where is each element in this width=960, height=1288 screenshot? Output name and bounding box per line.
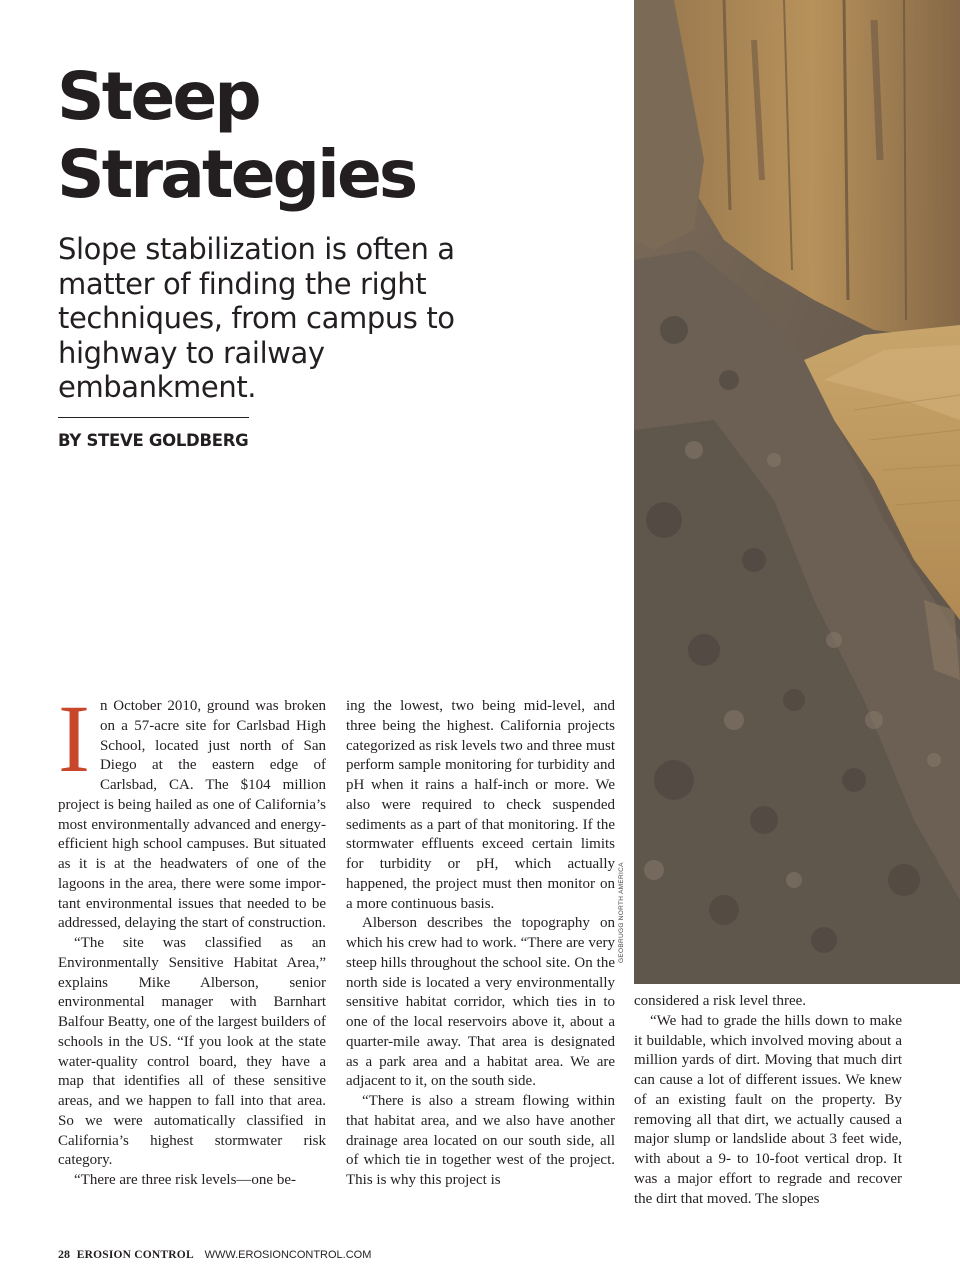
- magazine-name: EROSION CONTROL: [76, 1249, 194, 1261]
- paragraph-text: n October 2010, ground was broken on a 57-acre site for Carlsbad High School, located just north of San Diego at the eastern edge of Carlsbad, CA. The $104 million project is being hailed as one of California’s most environmentally advanced and energy-efficient high school campuses. But situated as it is at the headwaters of one of the lagoons in the area, there were some important environmental issues that needed to be addressed, delaying the start of construction.: [58, 698, 326, 932]
- article-paragraph: “There are three risk levels—one be-: [74, 1172, 296, 1188]
- deck: Slope stabilization is often a matter of finding the right techniques, from campus to highway to railway embankment.: [58, 232, 455, 404]
- article-column-3: [634, 992, 902, 1209]
- article-column-1: [58, 685, 326, 1191]
- article-paragraph: ing the lowest, two being mid-level, and three being the highest. California projects categorized as risk levels two and three must perform sample monitoring for turbidity and pH when it rains a half-inch or more. We also were required to check suspended sediments as a part of that monitoring. If the stormwater effluents exceed certain limits for turbidity or pH, which actually happened, the project must then monitor on a more continuous basis.: [346, 698, 615, 912]
- article-paragraph: “The site was classified as an Environmentally Sensitive Habitat Area,” explains Mike Alberson, senior environmental manager with Barnhart Balfour Beatty, one of the largest builders of schools in the US. “If you look at the state water-quality control board, they have a map that identifies all of these sensitive areas, and we happen to fall into that area. So we were automatically classified in California’s highest stormwater risk category.: [58, 935, 326, 1169]
- page-number: 28: [58, 1247, 70, 1261]
- article-column-2: [346, 697, 615, 1191]
- cliff-photo: [634, 0, 960, 984]
- website-link[interactable]: WWW.EROSIONCONTROL.COM: [204, 1249, 372, 1261]
- article-paragraph: “There is also a stream flowing within that habitat area, and we also have another drainage area located on our south side, all of which tie in together west of the project. This is why this project is: [346, 1093, 615, 1188]
- headline: [57, 58, 415, 214]
- byline: BY STEVE GOLDBERG: [58, 431, 249, 450]
- headline-line-2: Strategies: [57, 136, 416, 213]
- cliff-photo-art: [634, 0, 960, 984]
- headline-line-1: Steep: [57, 58, 259, 135]
- article-paragraph: “We had to grade the hills down to make it buildable, which involved moving about a million yards of dirt. Moving that much dirt can cause a lot of different issues. We knew of an existing fault on the property. By removing all that dirt, we actually caused a major slump or landslide about 3 feet wide, with about a 9- to 10-foot vertical drop. It was a major effort to regrade and recover the dirt that moved. The slopes: [634, 1012, 902, 1207]
- drop-cap: I: [58, 685, 90, 792]
- article-paragraph: Alberson describes the topography on which his crew had to work. “There are very steep hills throughout the school site. On the north side is located a very environmentally sensitive habitat corridor, which ties in to one of the local reservoirs above it, about a quarter-mile away. That area is designated as a park area and a habitat area. We are adjacent to it, on the south side.: [346, 915, 615, 1090]
- page-footer: [58, 1247, 371, 1262]
- article-paragraph: considered a risk level three.: [634, 993, 807, 1009]
- byline-rule: [58, 417, 249, 418]
- article-paragraph: [58, 685, 326, 934]
- photo-credit: [618, 862, 632, 963]
- photo-credit-text: GEOBRUGG NORTH AMERICA: [618, 862, 625, 963]
